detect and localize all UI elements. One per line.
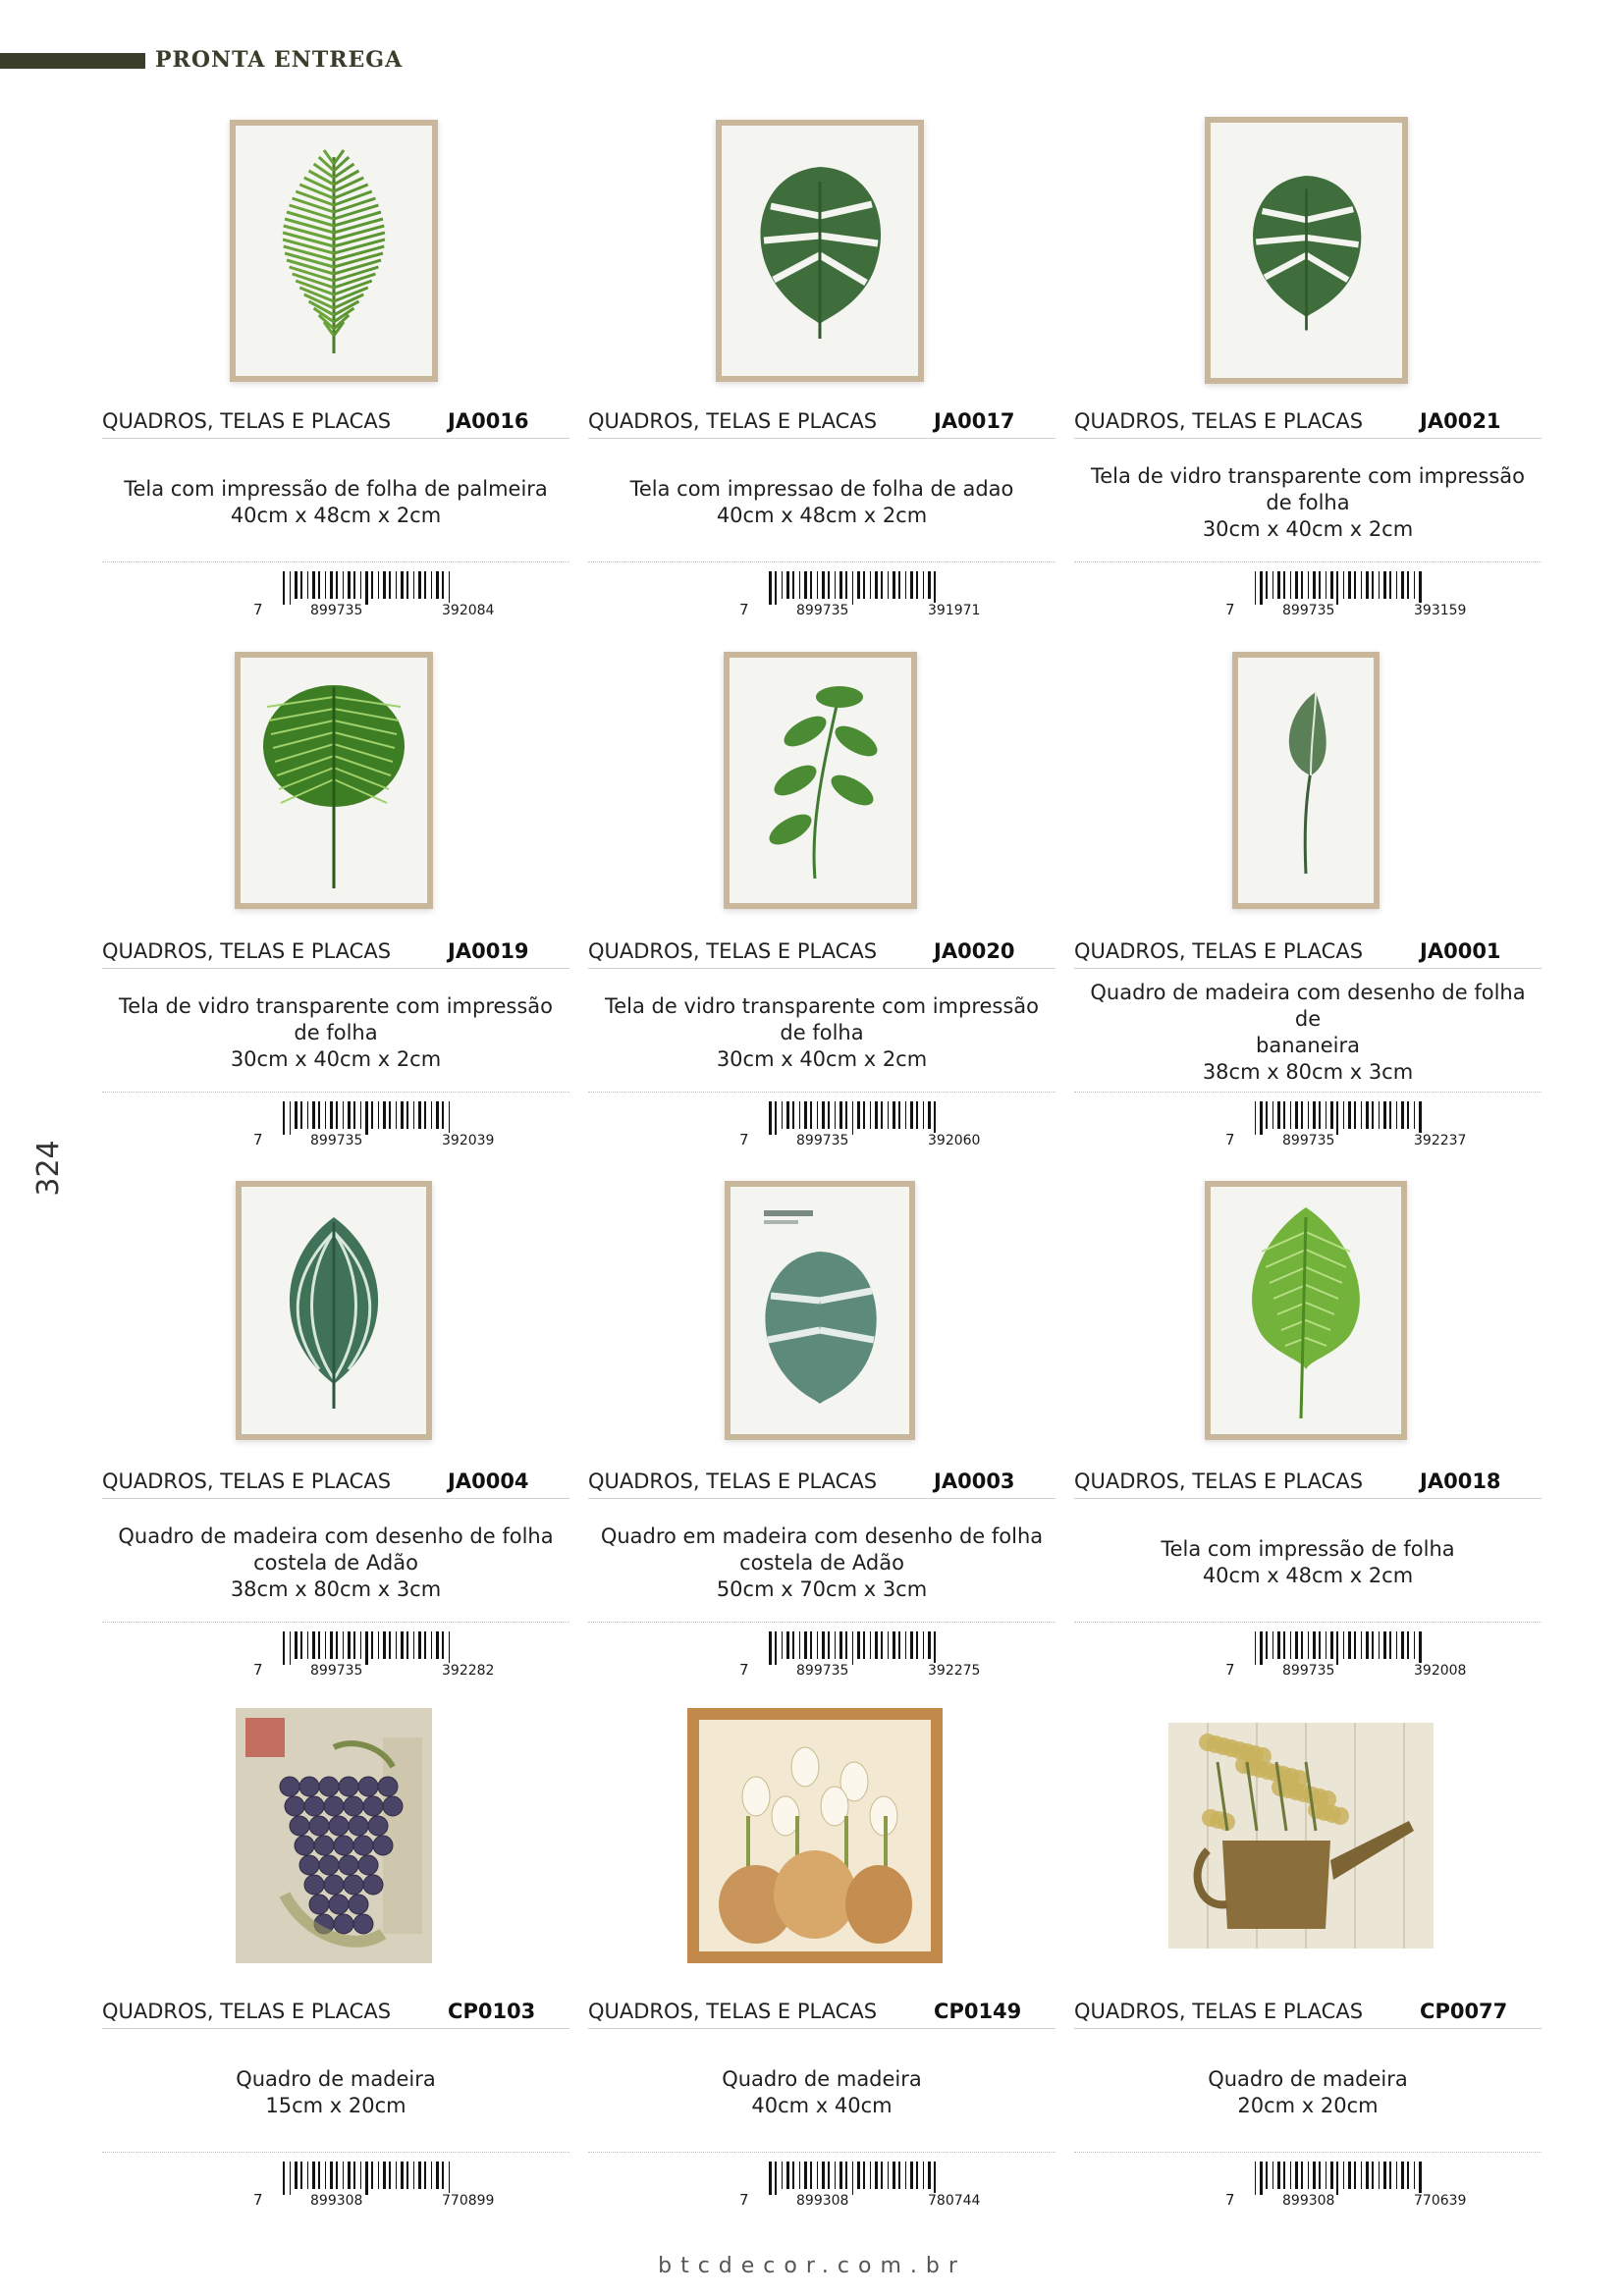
product-description: [588, 1510, 1056, 1616]
product-desc-line: Tela de vidro transparente com impressão: [604, 993, 1040, 1018]
product-image-wrap: [584, 638, 1056, 923]
barcode-first-digit: 7: [253, 601, 263, 618]
product-info-row: [102, 404, 569, 439]
product-info-row: [102, 1995, 569, 2029]
product-image: [236, 1708, 432, 1973]
product-description: [588, 450, 1056, 556]
product-image: [725, 1181, 915, 1440]
barcode: [253, 1099, 550, 1148]
barcode: [253, 2160, 550, 2209]
barcode-first-digit: 7: [253, 1661, 263, 1679]
product-desc-line: Tela com impressao de folha de adao: [629, 477, 1014, 501]
product-code: JA0020: [934, 939, 1015, 963]
product-card: [584, 638, 1056, 1168]
product-desc-line: Quadro de madeira: [236, 2067, 436, 2091]
divider: [588, 1092, 1056, 1093]
barcode: [1225, 569, 1522, 618]
product-code: CP0077: [1420, 2000, 1508, 2023]
product-info-row: [1074, 934, 1542, 969]
barcode: [253, 569, 550, 618]
product-desc-line: costela de Adão: [739, 1550, 904, 1575]
product-description: [102, 450, 569, 556]
barcode-right-digits: 392008: [1414, 1663, 1467, 1679]
barcode: [739, 1099, 1036, 1148]
barcode: [739, 569, 1036, 618]
product-description: [102, 1510, 569, 1616]
product-description: [588, 2040, 1056, 2146]
product-code: JA0016: [448, 409, 529, 433]
divider: [102, 1622, 569, 1623]
product-description: [102, 2040, 569, 2146]
product-category: QUADROS, TELAS E PLACAS: [588, 939, 878, 963]
product-desc-line: Quadro de madeira com desenho de folha: [118, 1523, 554, 1548]
product-image-wrap: [1070, 1698, 1542, 1983]
product-desc-line: 40cm x 48cm x 2cm: [716, 504, 928, 527]
product-image: [716, 120, 924, 382]
product-image-wrap: [98, 108, 569, 393]
product-desc-line: Quadro de madeira: [1208, 2067, 1408, 2091]
product-category: QUADROS, TELAS E PLACAS: [1074, 939, 1364, 963]
barcode-left-digits: 899308: [796, 2193, 849, 2209]
divider: [1074, 1092, 1542, 1093]
product-image-wrap: [1070, 1168, 1542, 1453]
barcode-left-digits: 899735: [1282, 1133, 1335, 1148]
product-card: [98, 1698, 569, 2228]
product-card: [1070, 108, 1542, 638]
product-category: QUADROS, TELAS E PLACAS: [102, 939, 392, 963]
barcode-left-digits: 899735: [796, 603, 849, 618]
product-card: [98, 108, 569, 638]
barcode-right-digits: 780744: [928, 2193, 981, 2209]
barcode-left-digits: 899308: [1282, 2193, 1335, 2209]
barcode-left-digits: 899735: [310, 1133, 363, 1148]
barcode-right-digits: 392237: [1414, 1133, 1467, 1148]
product-image: [235, 652, 433, 909]
barcode-first-digit: 7: [1225, 2191, 1235, 2209]
divider: [102, 561, 569, 562]
barcode-first-digit: 7: [1225, 1131, 1235, 1148]
product-image-wrap: [584, 1698, 1056, 1983]
product-desc-line: Quadro de madeira com desenho de folha de: [1090, 981, 1526, 1031]
barcode-right-digits: 392060: [928, 1133, 981, 1148]
product-desc-line: 40cm x 48cm x 2cm: [230, 504, 442, 527]
product-image-wrap: [1070, 638, 1542, 923]
divider: [588, 2152, 1056, 2153]
product-desc-line: 30cm x 40cm x 2cm: [1202, 516, 1414, 541]
product-desc-line: 38cm x 80cm x 3cm: [1202, 1060, 1414, 1084]
product-category: QUADROS, TELAS E PLACAS: [1074, 2000, 1364, 2023]
product-image-wrap: [98, 1168, 569, 1453]
barcode-right-digits: 391971: [928, 603, 981, 618]
product-card: [98, 1168, 569, 1698]
product-image: [236, 1181, 432, 1440]
barcode: [1225, 2160, 1522, 2209]
product-desc-line: 38cm x 80cm x 3cm: [230, 1576, 442, 1601]
barcode-first-digit: 7: [1225, 601, 1235, 618]
divider: [102, 1092, 569, 1093]
product-description: [1074, 1510, 1542, 1616]
page-number: 324: [31, 1140, 66, 1197]
product-category: QUADROS, TELAS E PLACAS: [102, 1469, 392, 1493]
product-code: JA0021: [1420, 409, 1501, 433]
barcode: [253, 1629, 550, 1679]
product-image: [230, 120, 438, 382]
barcode-left-digits: 899735: [310, 1663, 363, 1679]
product-code: JA0017: [934, 409, 1015, 433]
product-code: JA0004: [448, 1469, 529, 1493]
product-info-row: [588, 1465, 1056, 1499]
product-info-row: [588, 404, 1056, 439]
product-category: QUADROS, TELAS E PLACAS: [1074, 1469, 1364, 1493]
product-desc-line: 40cm x 40cm: [751, 2094, 893, 2117]
product-info-row: [588, 1995, 1056, 2029]
barcode-right-digits: 393159: [1414, 603, 1467, 618]
product-card: [1070, 1168, 1542, 1698]
product-desc-line: de folha: [780, 1020, 864, 1044]
product-desc-line: Quadro em madeira com desenho de folha: [600, 1523, 1044, 1548]
product-image-wrap: [98, 638, 569, 923]
product-code: CP0103: [448, 2000, 536, 2023]
barcode-right-digits: 392084: [442, 603, 495, 618]
product-image-wrap: [584, 108, 1056, 393]
barcode-first-digit: 7: [739, 1661, 749, 1679]
product-category: QUADROS, TELAS E PLACAS: [588, 409, 878, 433]
barcode-left-digits: 899735: [310, 603, 363, 618]
product-image-wrap: [1070, 108, 1542, 393]
barcode-first-digit: 7: [253, 2191, 263, 2209]
barcode-left-digits: 899735: [796, 1133, 849, 1148]
product-category: QUADROS, TELAS E PLACAS: [102, 2000, 392, 2023]
product-image: [1232, 652, 1380, 909]
divider: [1074, 1622, 1542, 1623]
header-accent-bar: [0, 53, 145, 69]
barcode-first-digit: 7: [739, 2191, 749, 2209]
divider: [102, 2152, 569, 2153]
barcode-first-digit: 7: [253, 1131, 263, 1148]
product-desc-line: Quadro de madeira: [722, 2067, 922, 2091]
product-desc-line: Tela com impressão de folha de palmeira: [124, 477, 548, 501]
product-desc-line: 15cm x 20cm: [265, 2094, 406, 2117]
divider: [588, 561, 1056, 562]
divider: [1074, 561, 1542, 562]
product-info-row: [1074, 1465, 1542, 1499]
product-category: QUADROS, TELAS E PLACAS: [102, 409, 392, 433]
product-desc-line: de folha: [294, 1020, 378, 1044]
barcode-left-digits: 899735: [1282, 603, 1335, 618]
product-card: [584, 1698, 1056, 2228]
product-desc-line: bananeira: [1256, 1034, 1360, 1057]
barcode: [739, 2160, 1036, 2209]
barcode-first-digit: 7: [739, 601, 749, 618]
product-category: QUADROS, TELAS E PLACAS: [588, 2000, 878, 2023]
product-description: [102, 980, 569, 1086]
product-grid: [98, 108, 1551, 2209]
product-card: [1070, 1698, 1542, 2228]
divider: [1074, 2152, 1542, 2153]
barcode-right-digits: 392282: [442, 1663, 495, 1679]
product-category: QUADROS, TELAS E PLACAS: [588, 1469, 878, 1493]
product-image: [687, 1708, 952, 1973]
product-category: QUADROS, TELAS E PLACAS: [1074, 409, 1364, 433]
product-description: [1074, 2040, 1542, 2146]
barcode: [1225, 1629, 1522, 1679]
product-image-wrap: [98, 1698, 569, 1983]
product-code: CP0149: [934, 2000, 1022, 2023]
product-image: [1205, 117, 1408, 384]
barcode-right-digits: 392039: [442, 1133, 495, 1148]
product-desc-line: Tela de vidro transparente com impressão: [1090, 463, 1526, 488]
product-info-row: [588, 934, 1056, 969]
product-code: JA0001: [1420, 939, 1501, 963]
product-info-row: [102, 1465, 569, 1499]
barcode-first-digit: 7: [1225, 1661, 1235, 1679]
product-description: [1074, 450, 1542, 556]
barcode-right-digits: 770899: [442, 2193, 495, 2209]
product-info-row: [1074, 1995, 1542, 2029]
product-card: [584, 108, 1056, 638]
product-desc-line: de folha: [1266, 490, 1350, 514]
product-desc-line: costela de Adão: [253, 1550, 418, 1575]
product-code: JA0019: [448, 939, 529, 963]
product-card: [98, 638, 569, 1168]
barcode: [1225, 1099, 1522, 1148]
product-desc-line: 20cm x 20cm: [1237, 2094, 1379, 2117]
barcode-left-digits: 899735: [796, 1663, 849, 1679]
product-description: [1074, 980, 1542, 1086]
product-info-row: [1074, 404, 1542, 439]
product-description: [588, 980, 1056, 1086]
product-info-row: [102, 934, 569, 969]
divider: [588, 1622, 1056, 1623]
product-image-wrap: [584, 1168, 1056, 1453]
product-desc-line: Tela com impressão de folha: [1161, 1537, 1455, 1561]
barcode: [739, 1629, 1036, 1679]
product-desc-line: 30cm x 40cm x 2cm: [230, 1046, 442, 1071]
product-image: [724, 652, 917, 909]
barcode-right-digits: 392275: [928, 1663, 981, 1679]
product-image: [1205, 1181, 1407, 1440]
barcode-left-digits: 899308: [310, 2193, 363, 2209]
barcode-first-digit: 7: [739, 1131, 749, 1148]
product-desc-line: 30cm x 40cm x 2cm: [716, 1046, 928, 1071]
section-title: PRONTA ENTREGA: [155, 47, 404, 73]
product-card: [584, 1168, 1056, 1698]
product-code: JA0003: [934, 1469, 1015, 1493]
product-card: [1070, 638, 1542, 1168]
footer-website: btcdecor.com.br: [658, 2254, 966, 2278]
barcode-right-digits: 770639: [1414, 2193, 1467, 2209]
barcode-left-digits: 899735: [1282, 1663, 1335, 1679]
product-desc-line: Tela de vidro transparente com impressão: [118, 993, 554, 1018]
product-code: JA0018: [1420, 1469, 1501, 1493]
product-desc-line: 40cm x 48cm x 2cm: [1202, 1564, 1414, 1587]
product-image: [1168, 1723, 1443, 1958]
product-desc-line: 50cm x 70cm x 3cm: [716, 1576, 928, 1601]
